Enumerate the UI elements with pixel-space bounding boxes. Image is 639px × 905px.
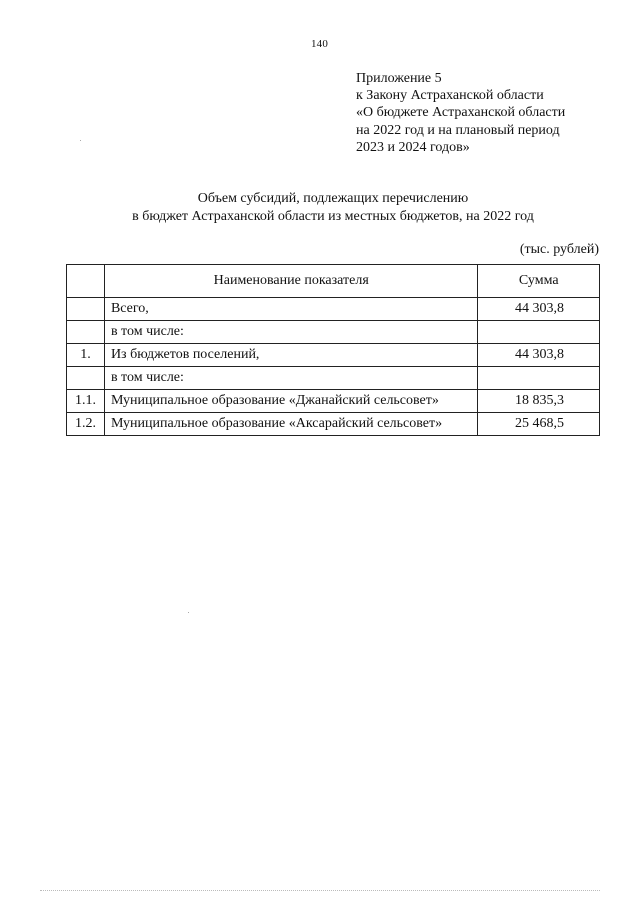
scan-speck bbox=[80, 140, 81, 141]
row-sum: 44 303,8 bbox=[478, 298, 600, 321]
units-label: (тыс. рублей) bbox=[519, 242, 599, 257]
appendix-line: на 2022 год и на плановый период bbox=[356, 122, 560, 138]
page-number: 140 bbox=[310, 38, 329, 50]
row-name: в том числе: bbox=[104, 321, 478, 344]
row-number bbox=[67, 321, 105, 344]
row-name: Муниципальное образование «Аксарайский сельсовет» bbox=[104, 413, 478, 436]
title-line-2: в бюджет Астраханской области из местных бюджетов, на 2022 год bbox=[132, 208, 534, 224]
appendix-note bbox=[356, 70, 565, 156]
table-row bbox=[67, 344, 600, 367]
row-sum bbox=[478, 367, 600, 390]
appendix-line: 2023 и 2024 годов» bbox=[356, 139, 470, 155]
row-number bbox=[67, 298, 105, 321]
table-row bbox=[67, 413, 600, 436]
row-sum bbox=[478, 321, 600, 344]
table-row bbox=[67, 298, 600, 321]
row-name: Муниципальное образование «Джанайский сельсовет» bbox=[104, 390, 478, 413]
table-header-row bbox=[67, 265, 600, 298]
header-sum: Сумма bbox=[478, 265, 600, 298]
appendix-line: Приложение 5 bbox=[356, 71, 442, 86]
row-name: Всего, bbox=[104, 298, 478, 321]
row-sum: 25 468,5 bbox=[478, 413, 600, 436]
row-name: Из бюджетов поселений, bbox=[104, 344, 478, 367]
document-title bbox=[0, 190, 639, 225]
scan-speck bbox=[188, 612, 189, 613]
header-indicator-name: Наименование показателя bbox=[104, 265, 478, 298]
table-row bbox=[67, 390, 600, 413]
appendix-line: к Закону Астраханской области bbox=[356, 88, 544, 104]
row-number: 1.1. bbox=[67, 390, 105, 413]
row-sum: 18 835,3 bbox=[478, 390, 600, 413]
row-number: 1. bbox=[67, 344, 105, 367]
header-number bbox=[67, 265, 105, 298]
row-number bbox=[67, 367, 105, 390]
row-sum: 44 303,8 bbox=[478, 344, 600, 367]
table-row bbox=[67, 321, 600, 344]
table-row bbox=[67, 367, 600, 390]
row-name: в том числе: bbox=[104, 367, 478, 390]
title-line-1: Объем субсидий, подлежащих перечислению bbox=[197, 191, 469, 206]
subsidy-table bbox=[66, 264, 600, 436]
row-number: 1.2. bbox=[67, 413, 105, 436]
appendix-line: «О бюджете Астраханской области bbox=[356, 105, 566, 121]
scan-edge-line bbox=[40, 890, 600, 891]
